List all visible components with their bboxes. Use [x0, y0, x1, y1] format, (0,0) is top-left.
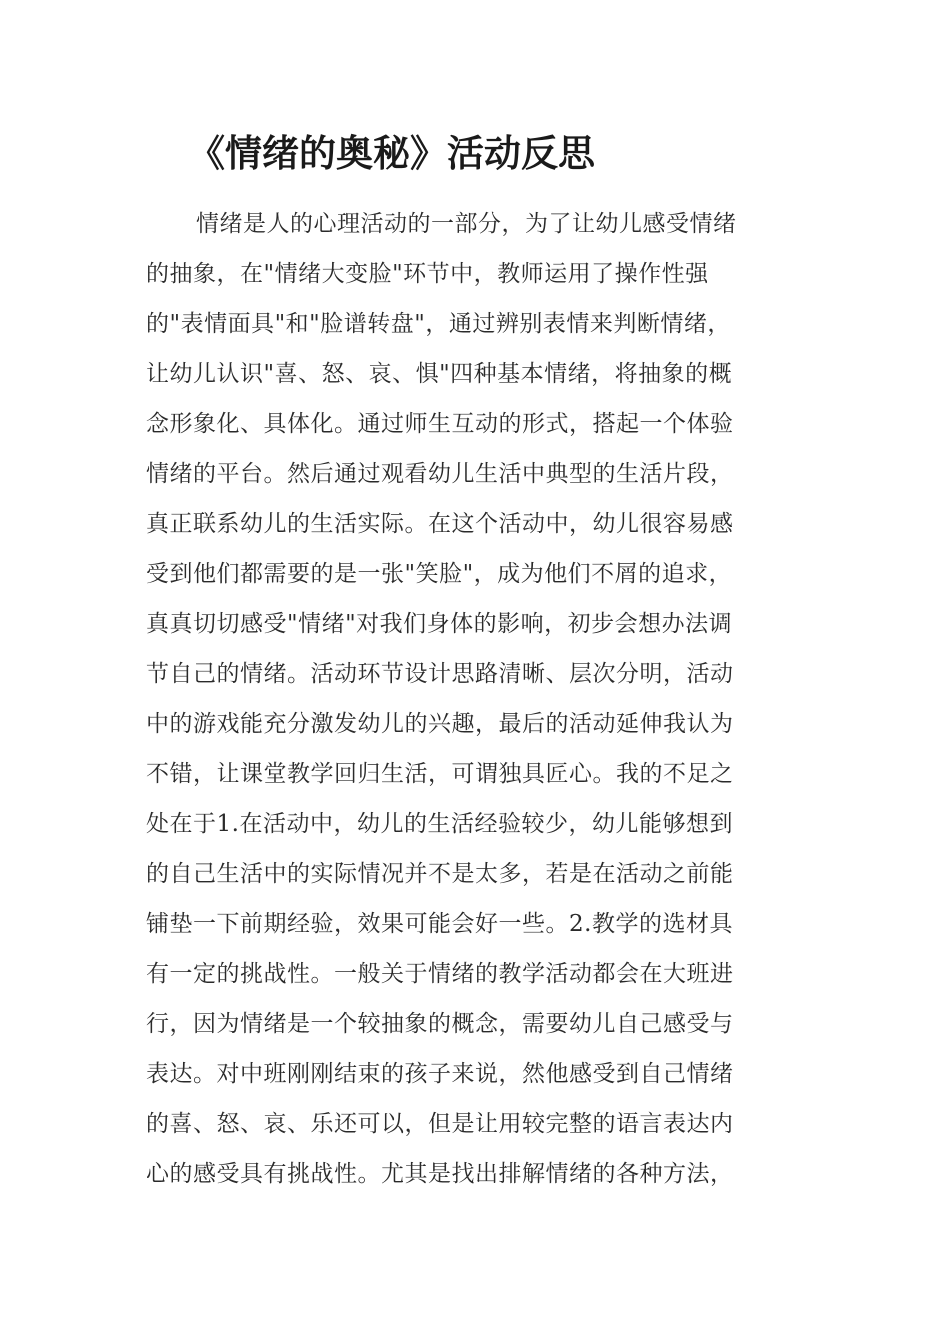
text-line: 节自己的情绪。活动环节设计思路清晰、层次分明，活动 [146, 661, 734, 687]
text-line: 心的感受具有挑战性。尤其是找出排解情绪的各种方法， [146, 1161, 734, 1187]
text-line: 的抽象，在"情绪大变脸"环节中，教师运用了操作性强 [146, 261, 709, 287]
text-line: 行，因为情绪是一个较抽象的概念，需要幼儿自己感受与 [146, 1011, 734, 1037]
text-line: 中的游戏能充分激发幼儿的兴趣，最后的活动延伸我认为 [146, 711, 734, 737]
text-line: 有一定的挑战性。一般关于情绪的教学活动都会在大班进 [146, 961, 734, 987]
text-line: 真正联系幼儿的生活实际。在这个活动中，幼儿很容易感 [146, 511, 734, 537]
text-line: 受到他们都需要的是一张"笑脸"，成为他们不屑的追求， [146, 561, 733, 587]
text-line: 念形象化、具体化。通过师生互动的形式，搭起一个体验 [146, 411, 734, 437]
text-line: 情绪是人的心理活动的一部分，为了让幼儿感受情绪 [196, 211, 737, 237]
text-line: 让幼儿认识"喜、怒、哀、惧"四种基本情绪，将抽象的概 [146, 361, 733, 387]
text-line: 的"表情面具"和"脸谱转盘"，通过辨别表情来判断情绪， [146, 311, 731, 337]
text-line: 铺垫一下前期经验，效果可能会好一些。2.教学的选材具 [146, 911, 733, 937]
text-line: 的自己生活中的实际情况并不是太多，若是在活动之前能 [146, 861, 734, 887]
text-line: 表达。对中班刚刚结束的孩子来说，然他感受到自己情绪 [146, 1061, 734, 1087]
text-line: 处在于1.在活动中，幼儿的生活经验较少，幼儿能够想到 [146, 811, 733, 837]
text-line: 的喜、怒、哀、乐还可以，但是让用较完整的语言表达内 [146, 1111, 734, 1137]
text-line: 情绪的平台。然后通过观看幼儿生活中典型的生活片段， [146, 461, 734, 487]
document-title: 《情绪的奥秘》活动反思 [188, 131, 595, 175]
text-line: 不错，让课堂教学回归生活，可谓独具匠心。我的不足之 [146, 761, 734, 787]
body-paragraph [146, 199, 806, 1199]
text-line: 真真切切感受"情绪"对我们身体的影响，初步会想办法调 [146, 611, 733, 637]
